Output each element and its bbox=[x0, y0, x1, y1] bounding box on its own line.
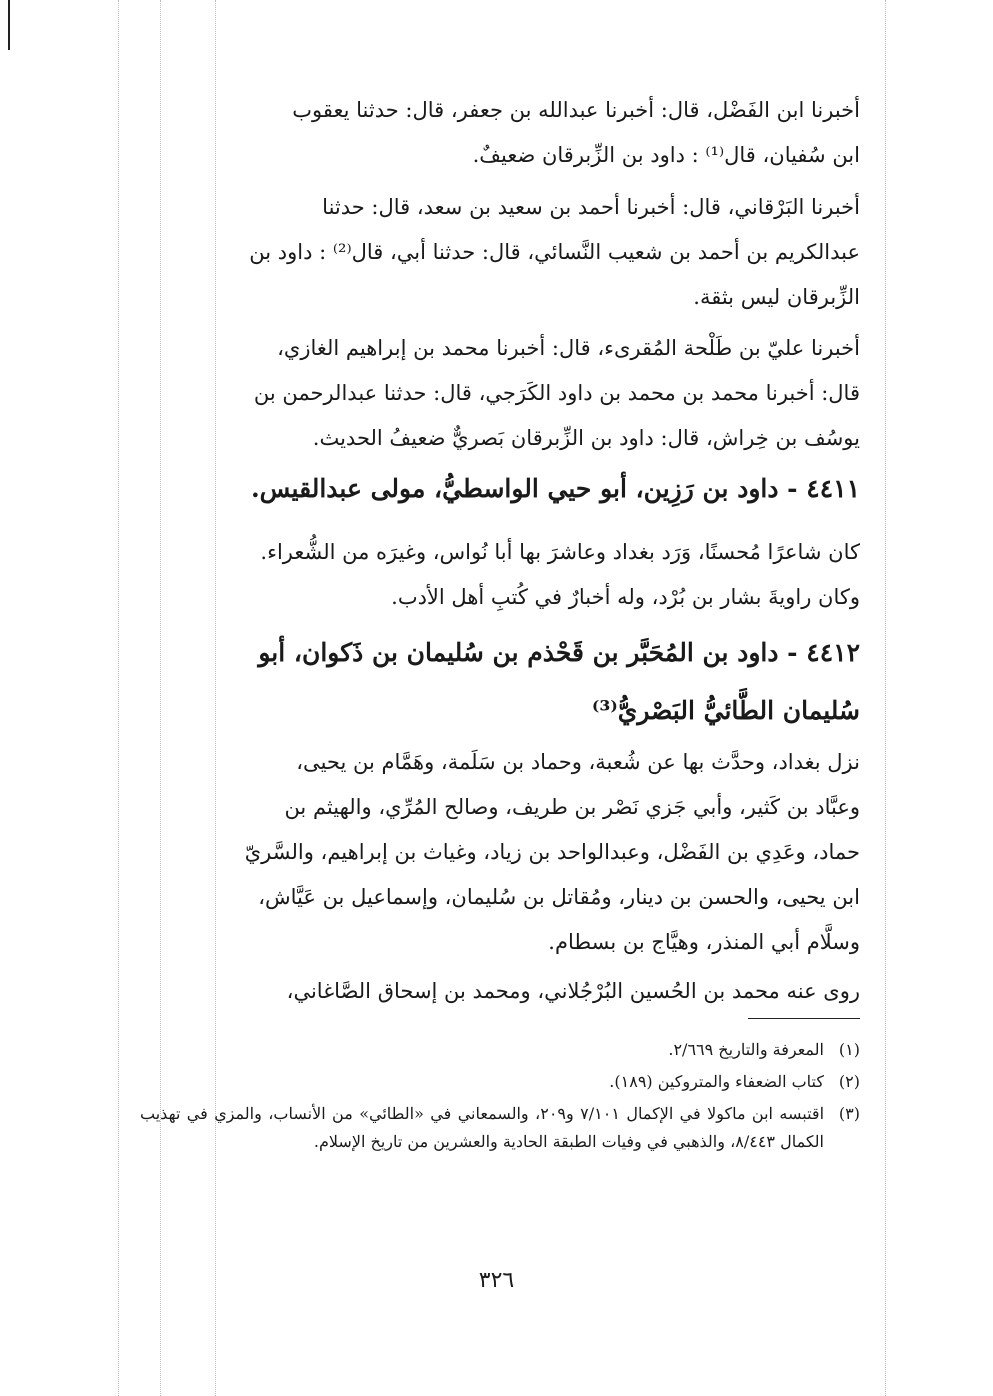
scan-edge-mark bbox=[8, 0, 10, 50]
text-line: ابن يحيى، والحسن بن دينار، ومُقاتل بن سُليمان، وإسماعيل بن عَيَّاش، bbox=[258, 885, 860, 909]
paragraph-1 bbox=[140, 88, 860, 178]
text-line: وكان راويةَ بشار بن بُرْد، وله أخبارٌ في كُتبِ أهل الأدب. bbox=[391, 585, 860, 609]
entry-4412-body bbox=[140, 740, 860, 1014]
heading-line: سُليمان الطَّائيُّ البَصْريُّ⁽³⁾ bbox=[591, 696, 860, 725]
text-line: أخبرنا البَرْقاني، قال: أخبرنا أحمد بن سعيد بن سعد، قال: حدثنا bbox=[322, 195, 860, 219]
text-line: أخبرنا ابن الفَضْل، قال: أخبرنا عبدالله بن جعفر، قال: حدثنا يعقوب bbox=[292, 98, 860, 122]
scan-guide-line bbox=[118, 0, 119, 1396]
scan-guide-line bbox=[885, 0, 886, 1396]
heading-line: ٤٤١٢ - داود بن المُحَبَّر بن قَحْذم بن سُليمان بن ذَكوان، أبو bbox=[258, 638, 860, 667]
entry-heading-4411: ٤٤١١ - داود بن رَزِين، أبو حيي الواسطيُّ، مولى عبدالقيس. bbox=[250, 474, 860, 503]
text-line: أخبرنا عليّ بن طَلْحة المُقرىء، قال: أخبرنا محمد بن إبراهيم الغازي، bbox=[277, 336, 860, 360]
text-line: الزِّبرقان ليس بثقة. bbox=[693, 285, 860, 309]
footnote-text: كتاب الضعفاء والمتروكين (١٨٩). bbox=[609, 1072, 824, 1091]
footnote-2 bbox=[140, 1068, 860, 1096]
text-line: نزل بغداد، وحدَّث بها عن شُعبة، وحماد بن سَلَمة، وهَمَّام بن يحيى، bbox=[296, 750, 860, 774]
footnote-number: (٢) bbox=[838, 1072, 860, 1091]
text-line: يوسُف بن خِراش، قال: داود بن الزِّبرقان بَصريٌّ ضعيفُ الحديث. bbox=[312, 426, 860, 450]
text-line: وعبَّاد بن كَثير، وأبي جَزي نَصْر بن طريف، وصالح المُرِّي، والهيثم بن bbox=[284, 795, 860, 819]
paragraph-3 bbox=[140, 326, 860, 461]
text-line: وسلَّام أبي المنذر، وهيَّاج بن بسطام. bbox=[548, 930, 860, 954]
footnote-1 bbox=[140, 1036, 860, 1064]
entry-4411-body bbox=[140, 530, 860, 620]
footnote-number: (٣) bbox=[838, 1104, 860, 1123]
text-line: ابن سُفيان، قال⁽¹⁾ : داود بن الزِّبرقان ضعيفٌ. bbox=[472, 143, 860, 167]
footnote-3 bbox=[140, 1100, 860, 1156]
entry-heading-4412 bbox=[140, 624, 860, 740]
footnote-number: (١) bbox=[838, 1040, 860, 1059]
footnote-text: المعرفة والتاريخ ٢/٦٦٩. bbox=[668, 1040, 824, 1059]
footnotes bbox=[140, 1036, 860, 1160]
text-line: قال: أخبرنا محمد بن محمد بن داود الكَرَجي، قال: حدثنا عبدالرحمن بن bbox=[253, 381, 860, 405]
text-line: حماد، وعَدِي بن الفَضْل، وعبدالواحد بن زياد، وغياث بن إبراهيم، والسَّريّ bbox=[244, 840, 860, 864]
text-line: كان شاعرًا مُحسنًا، وَرَد بغداد وعاشرَ بها أبا نُواس، وغيرَه من الشُّعراء. bbox=[260, 540, 860, 564]
footnote-text: اقتبسه ابن ماكولا في الإكمال ٧/١٠١ و٢٠٩، والسمعاني في «الطائي» من الأنساب، والمزي في تهذيب الكمال ٨/٤٤٣، والذهبي في وفيات الطبقة الحادية والعشرين من تاريخ الإسلام. bbox=[140, 1104, 825, 1151]
text-line: عبدالكريم بن أحمد بن شعيب النَّسائي، قال: حدثنا أبي، قال⁽²⁾ : داود بن bbox=[249, 240, 860, 264]
footnote-separator bbox=[748, 1018, 860, 1019]
page-number: ٣٢٦ bbox=[478, 1268, 515, 1293]
paragraph-2 bbox=[140, 185, 860, 320]
text-line: روى عنه محمد بن الحُسين البُرْجُلاني، ومحمد بن إسحاق الصَّاغاني، bbox=[286, 979, 860, 1003]
